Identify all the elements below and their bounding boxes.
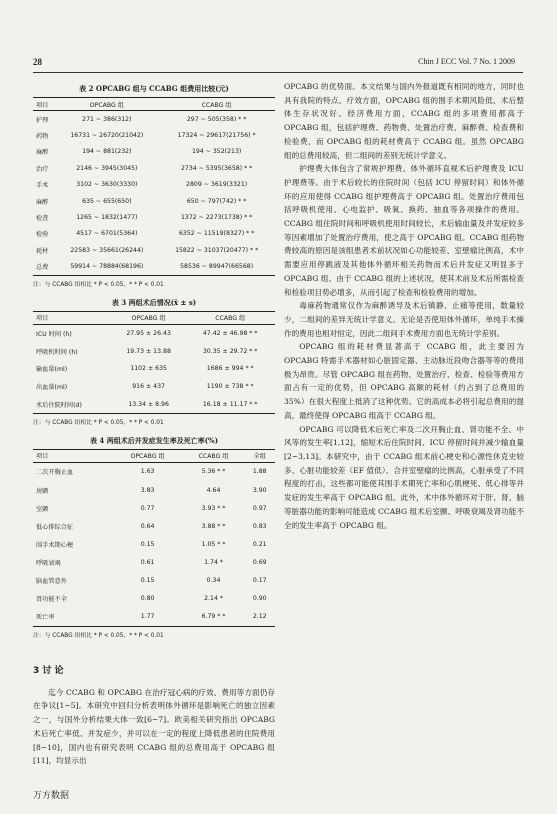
table2-cell: 635 ~ 655(650) — [82, 197, 132, 205]
table4-cell: 围手术期心梗 — [36, 541, 74, 549]
table2-cell: 650 ~ 797(742) * * — [186, 197, 247, 205]
table4-row — [33, 462, 275, 481]
table2-header-row — [33, 98, 275, 111]
table4-cell: 0.83 — [252, 522, 267, 530]
table3-cell: 47.42 ± 46.98 * * — [202, 330, 258, 338]
table3-row — [33, 395, 275, 413]
table4-cell: 1.63 — [140, 468, 155, 476]
table3-row — [33, 378, 275, 396]
body-paragraph-anesthesia-cost: 毒麻药物通常仅作为麻醉诱导及术后镇静、止痛等使用，数量较少，二组间的差异无统计学意义。无论是否使用体外循环，单纯手术操作的费用也相对恒定，因此二组间手术费用方面也无统计学差别。 — [284, 301, 524, 338]
table4-cell: 死亡率 — [36, 614, 55, 622]
table2-cell: 手术 — [36, 182, 49, 190]
table3-cell: 术后住院时间(d) — [36, 401, 82, 409]
table2-cell: 1265 ~ 1832(1477) — [76, 214, 138, 222]
table4-cell: 0.90 — [252, 595, 267, 603]
table3-row — [33, 343, 275, 361]
table3-header-cell: 项目 — [33, 311, 112, 324]
table3-cell: 13.34 ± 8.96 — [128, 400, 169, 408]
table2-header-cell: CCABG 组 — [158, 98, 275, 111]
table3-cell: 27.95 ± 26.43 — [126, 330, 171, 338]
table2-header-cell: 项目 — [33, 98, 55, 111]
table2-row — [33, 144, 275, 160]
table2-cell: 6352 ~ 11519(8327) * * — [179, 230, 255, 238]
page-header — [0, 0, 557, 75]
table4-cell: 6.79 * * — [201, 613, 226, 621]
table4-row — [33, 517, 275, 535]
table4-cell: 房颤 — [36, 487, 49, 495]
table4-row — [33, 571, 275, 589]
table2-cell: 耗材 — [36, 247, 49, 255]
body-paragraph-continued: OPCABG 的优势面。本文结果与国内外报道既有相同的地方，同时也具有我院的特点。疗效方面，OPCABG 组的围手术期风险低、术后整体生存状况好。经济费用方面，CCABG 组的多项费用都高于 OPCABG 组，包括护理费、药物费、处置治疗费、麻醉费、检查费和检验费，而 OPCABG 组的耗材费高于 CCABG 组。虽然 OPCABG 组的总费用较高，但二组间的差别无统计学意义。 — [284, 82, 524, 160]
table4-cell: 0.64 — [140, 522, 155, 530]
table4-row — [33, 608, 275, 627]
table4-cell: 1.77 — [140, 613, 155, 621]
table4-cell: 2.12 — [252, 613, 267, 621]
journal-citation: Chin J ECC Vol. 7 No. 1 2009 — [418, 57, 515, 66]
table3-cell: 出血量(ml) — [36, 383, 68, 391]
page-number: 28 — [33, 57, 42, 67]
table4-cell: 脑血管意外 — [36, 577, 67, 585]
table3-cell: 30.35 ± 29.72 * * — [202, 347, 258, 355]
table2-cell: 16731 ~ 26720(21042) — [70, 132, 144, 140]
table4-cell: 二次开胸止血 — [36, 469, 74, 477]
body-paragraph-outcomes: OPCABG 可以降低术后死亡率及二次开胸止血、肾功能不全、中风等的发生率[1,12]，缩短术后住院时间、ICU 停留时间并减少输血量[2~3,13]。本研究中，由于 CCABG 组术前心梗史和心源性休克史较多、心脏功能较差（EF 值低）、合并室壁瘤的比例高，心脏承受了不同程度的打击，这些都可能使其围手术期死亡率和心肌梗死、低心排等并发症的发生率高于 OPCABG 组。此外，术中体外循环对于肝、肾、脑等脏器功能的影响可能造成 CCABG 组术后室颤、呼吸衰竭及肾功能不全的发生率高于 OPCABG 组。 — [284, 424, 524, 530]
table2-row — [33, 193, 275, 209]
table2-header-cell: OPCABG 组 — [55, 98, 158, 111]
table4-cell: 0.77 — [140, 504, 155, 512]
table2-row — [33, 111, 275, 128]
table3-row — [33, 324, 275, 342]
table4-cell: 3.90 — [252, 486, 267, 494]
table4-row — [33, 535, 275, 553]
table3-header-cell: OPCABG 组 — [112, 311, 186, 324]
table4-cell: 0.17 — [252, 576, 267, 584]
footer-logo: 万方数据 — [33, 791, 70, 801]
table4-cell: 1.88 — [252, 468, 267, 476]
table2-cell: 17324 ~ 29617(21756) * — [177, 132, 256, 140]
table4-cell: 0.21 — [252, 540, 267, 548]
table2-cell: 药物 — [36, 133, 49, 141]
table4-cell: 1.74 * — [204, 558, 223, 566]
table3-cell: 1686 ± 994 * * — [206, 365, 254, 373]
discussion-paragraph-1: 迄今 CCABG 和 OPCABG 在治疗冠心病的疗效、费用等方面仍存在争议[1~5]。本研究中回归分析表明体外循环是影响死亡的独立因素之一，与国外分析结果大体一致[6~7]。欧美相关研究指出 OPCABG 术后死亡率低、并发症少，并可以在一定的程度上降低患者的住院费用[8~10]，国内也有研究表明 CCABG 组的总费用高于 OPCABG 组[11]，均显示出 — [33, 687, 275, 766]
table4-cell: 4.64 — [206, 486, 221, 494]
table2-cell: 3102 ~ 3630(3330) — [76, 181, 138, 189]
table3-header-row — [33, 311, 275, 324]
table4-header-cell: OPCABG 组 — [113, 449, 183, 462]
table2-cell: 271 ~ 386(312) — [82, 115, 132, 123]
table4-cell: 5.36 * * — [201, 468, 226, 476]
body-paragraph-nursing-cost: 护理费大体包含了常规护理费、体外循环直视术后护理费及 ICU 护理费等。由于术后较长的住院时间（包括 ICU 停留时间）和体外循环的应用使得 CCABG 组护理费高于 OPCABG 组。处置治疗费用包括呼吸机使用、心电监护、吸氧、换药、抽血等各项操作的费用。CCABG 组住院时间和呼吸机使用时间较长，术后输血量及并发症较多等因素增加了处置治疗费用，使之高于 OPCABG 组。CCABG 组药物费较高的原因是该组患者术前状况如心功能较差、室壁瘤比例高，术中需要应用停跳液及其他体外循环相关药物而术后并发症又明显多于 OPCABG 组。由于 CCABG 组的上述状况，使其术前及术后所需检查和检验项目势必增多，从而引起了检查和检验费用的增加。 — [284, 164, 524, 297]
table4-cell: 室颤 — [36, 505, 49, 513]
table2-cell: 2734 ~ 5395(3658) * * — [180, 164, 253, 172]
table2-cell: 检验 — [36, 231, 49, 239]
table4-header-row — [33, 449, 275, 462]
table3-cell: 输血量(ml) — [36, 366, 68, 374]
table4-row — [33, 590, 275, 608]
table2-row — [33, 160, 275, 176]
table4-row — [33, 499, 275, 517]
table2-cell: 治疗 — [36, 165, 49, 173]
table3-cell: 1102 ± 635 — [130, 365, 167, 373]
header-rule — [33, 72, 523, 73]
table2-caption: 表 2 OPCABG 组与 CCABG 组费用比较(元) — [79, 84, 229, 93]
table4-cell: 2.14 * — [204, 595, 223, 603]
table2-cell: 1372 ~ 2273(1738) * * — [180, 214, 253, 222]
table3-cell: 16.18 ± 11.17 * * — [202, 400, 258, 408]
table4-caption: 表 4 两组术后并发症发生率及死亡率(%) — [89, 435, 219, 445]
table4-header-cell: 全组 — [244, 449, 275, 462]
table3-row — [33, 360, 275, 378]
table2-cell: 22583 ~ 35661(26244) — [70, 246, 144, 254]
table4-row — [33, 553, 275, 571]
section-heading-discussion: 3 讨 论 — [33, 665, 64, 676]
table2 — [33, 97, 275, 276]
table2-cell: 麻醉 — [36, 149, 49, 157]
table4-cell: 肾功能不全 — [36, 596, 67, 604]
body-paragraph-materials-cost: OPCABG 组的耗材费显著高于 CCABG 组，此主要因为 OPCABG 特需手术器材如心脏固定器、主动脉近段吻合器等等的费用极为昂贵。尽管 OPCABG 组在药物、处置治疗、检查、检验等费用方面占有一定的优势，但 OPCABG 高额的耗材（约占到了总费用的 35%）在很大程度上抵消了这种优势。它的高成本必将引起总费用的提高，最终使得 OPCABG 组高于 CCABG 组。 — [284, 342, 524, 420]
table2-cell: 15822 ~ 31037(20477) * * — [175, 246, 259, 254]
table4-cell: 低心排综合征 — [36, 523, 74, 531]
table4-cell: 0.15 — [140, 576, 155, 584]
table2-row — [33, 177, 275, 193]
left-column — [33, 80, 275, 768]
table4-cell: 0.15 — [140, 540, 155, 548]
table4 — [33, 449, 275, 627]
table3-caption: 表 3 两组术后情况(x̄ ± s) — [111, 297, 197, 307]
table3-cell: 呼吸机时间 (h) — [36, 348, 78, 356]
table2-row — [33, 242, 275, 258]
table3-cell: 19.73 ± 13.88 — [126, 347, 171, 355]
table2-row — [33, 259, 275, 276]
table3 — [33, 311, 275, 414]
right-column — [284, 80, 524, 532]
table4-cell: 呼吸衰竭 — [36, 559, 61, 567]
table2-cell: 检查 — [36, 215, 49, 223]
table2-cell: 59914 ~ 78884(68196) — [70, 263, 144, 271]
table2-cell: 麻醉 — [36, 198, 49, 206]
table4-note: 注：与 CCABG 组相比 * P < 0.05，* * P < 0.01 — [33, 632, 164, 639]
table2-row — [33, 209, 275, 225]
table2-note: 注：与 CCABG 组相比 * P < 0.05，* * P < 0.01 — [33, 281, 164, 288]
table3-cell: 1190 ± 738 * * — [206, 382, 254, 390]
table3-cell: 916 ± 437 — [132, 382, 165, 390]
table4-row — [33, 481, 275, 499]
table4-cell: 3.83 — [140, 486, 155, 494]
table3-header-cell: CCABG 组 — [185, 311, 275, 324]
table4-cell: 0.97 — [252, 504, 267, 512]
table2-cell: 2809 ~ 3619(3321) — [186, 181, 248, 189]
table4-header-cell: CCABG 组 — [183, 449, 245, 462]
table2-cell: 297 ~ 505(358) * * — [186, 115, 247, 123]
table4-cell: 0.80 — [140, 595, 155, 603]
table2-row — [33, 226, 275, 242]
table4-cell: 0.61 — [140, 558, 155, 566]
table4-cell: 3.93 * * — [201, 504, 226, 512]
table4-cell: 3.88 * * — [201, 522, 226, 530]
table2-cell: 4517 ~ 6701(5364) — [76, 230, 138, 238]
table2-cell: 58536 ~ 89947(66568) — [180, 263, 254, 271]
table4-header-cell: 项目 — [33, 449, 113, 462]
table2-cell: 护理 — [36, 116, 49, 124]
table2-cell: 194 ~ 352(213) — [191, 148, 242, 156]
table4-cell: 0.34 — [206, 576, 221, 584]
table2-cell: 2146 ~ 3945(3045) — [76, 164, 138, 172]
table4-cell: 0.69 — [252, 558, 267, 566]
table3-cell: ICU 时间 (h) — [36, 331, 72, 339]
table2-cell: 194 ~ 881(232) — [82, 148, 132, 156]
table2-cell: 总费 — [36, 264, 49, 272]
table2-row — [33, 127, 275, 143]
table4-cell: 1.05 * * — [201, 540, 226, 548]
table3-note: 注：与 CCABG 组相比 * P < 0.05，* * P < 0.01 — [33, 419, 164, 426]
